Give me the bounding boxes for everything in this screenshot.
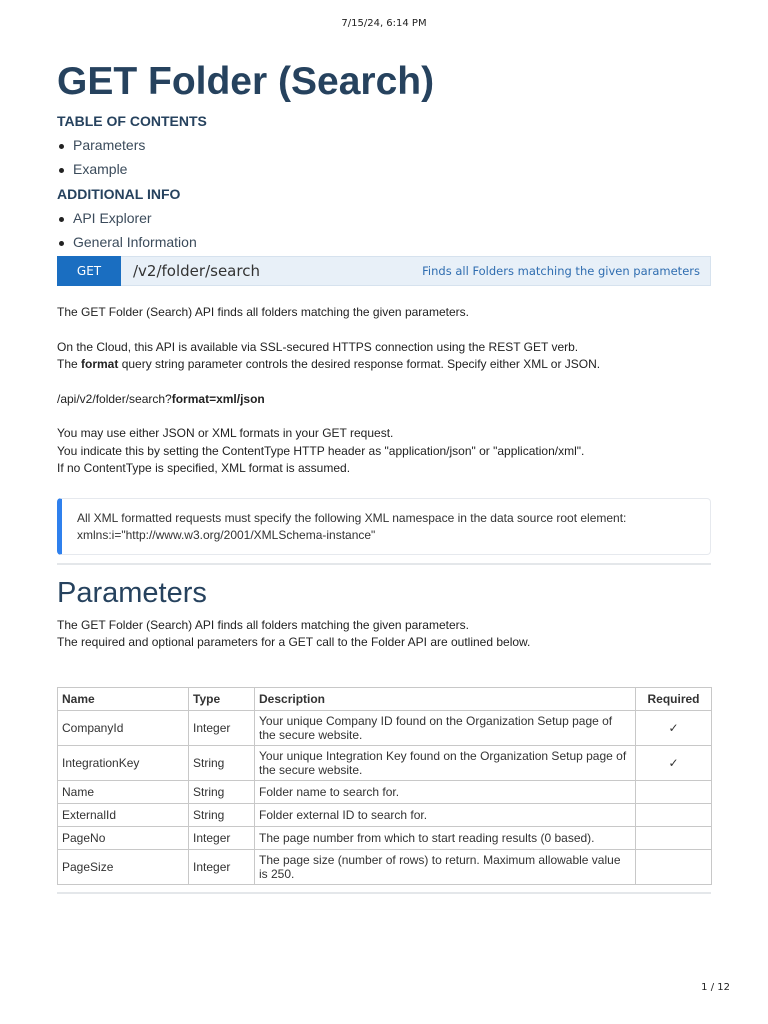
param-name: PageNo (58, 826, 189, 849)
param-required (636, 826, 712, 849)
callout-line-2: xmlns:i="http://www.w3.org/2001/XMLSchema-instance" (77, 527, 376, 542)
additional-info-heading: ADDITIONAL INFO (57, 186, 181, 202)
page-number: 1 / 12 (701, 982, 730, 993)
param-required (636, 849, 712, 884)
example-url (57, 391, 711, 409)
document-content (57, 56, 711, 894)
link-general-information[interactable]: General Information (73, 231, 711, 255)
param-description: The page size (number of rows) to return. Maximum allowable value is 250. (255, 849, 636, 884)
cloud-line: On the Cloud, this API is available via SSL-secured HTTPS connection using the REST GET verb. (57, 339, 579, 354)
parameters-intro (57, 617, 711, 652)
page-title: GET Folder (Search) (57, 60, 435, 103)
endpoint-bar (57, 256, 711, 286)
link-api-explorer[interactable]: API Explorer (73, 207, 711, 231)
table-header-row (58, 687, 712, 710)
toc-link-example[interactable]: Example (73, 158, 711, 182)
param-type: String (189, 780, 255, 803)
parameters-intro-line-1: The GET Folder (Search) API finds all folders matching the given parameters. (57, 617, 469, 632)
column-header-required: Required (636, 687, 712, 710)
param-name: ExternalId (58, 803, 189, 826)
toc-heading: TABLE OF CONTENTS (57, 113, 207, 129)
param-description: Your unique Integration Key found on the Organization Setup page of the secure website. (255, 745, 636, 780)
additional-info-list (57, 207, 711, 254)
param-type: String (189, 803, 255, 826)
param-required (636, 780, 712, 803)
checkmark-icon: ✓ (668, 755, 679, 770)
http-method-badge: GET (57, 256, 121, 286)
param-required (636, 803, 712, 826)
example-url-query: format=xml/json (171, 391, 265, 406)
content-type-line-3: If no ContentType is specified, XML format is assumed. (57, 461, 351, 475)
parameters-table (57, 687, 712, 885)
checkmark-icon: ✓ (668, 720, 679, 735)
callout-line-1: All XML formatted requests must specify the following XML namespace in the data source root element: (77, 510, 627, 525)
param-name: CompanyId (58, 710, 189, 745)
param-name: PageSize (58, 849, 189, 884)
parameters-intro-line-2: The required and optional parameters for a GET call to the Folder API are outlined below. (57, 635, 531, 649)
content-type-line-1: You may use either JSON or XML formats in your GET request. (57, 426, 394, 440)
param-name: IntegrationKey (58, 745, 189, 780)
param-required (636, 745, 712, 780)
param-description: Folder external ID to search for. (255, 803, 636, 826)
param-description: Your unique Company ID found on the Organization Setup page of the secure website. (255, 710, 636, 745)
param-required (636, 710, 712, 745)
param-type: String (189, 745, 255, 780)
param-type: Integer (189, 710, 255, 745)
section-divider (57, 892, 711, 894)
toc-link-parameters[interactable]: Parameters (73, 134, 711, 158)
table-row (58, 849, 712, 884)
parameters-heading: Parameters (57, 576, 207, 609)
param-name: Name (58, 780, 189, 803)
param-description: Folder name to search for. (255, 780, 636, 803)
content-type-line-2: You indicate this by setting the ContentType HTTP header as "application/json" or "application/xml". (57, 443, 585, 458)
column-header-type: Type (189, 687, 255, 710)
table-row (58, 803, 712, 826)
toc-list (57, 134, 711, 181)
column-header-description: Description (255, 687, 636, 710)
example-url-path: /api/v2/folder/search? (57, 391, 172, 406)
table-row (58, 745, 712, 780)
content-type-paragraph (57, 425, 711, 478)
intro-paragraph: The GET Folder (Search) API finds all folders matching the given parameters. (57, 305, 469, 319)
cloud-paragraph (57, 339, 711, 374)
format-keyword: format (81, 357, 119, 371)
endpoint-description: Finds all Folders matching the given parameters (422, 264, 700, 278)
column-header-name: Name (58, 687, 189, 710)
table-row (58, 710, 712, 745)
param-type: Integer (189, 826, 255, 849)
xml-namespace-callout (57, 498, 711, 555)
format-suffix: query string parameter controls the desired response format. Specify either XML or JSON. (118, 357, 601, 371)
table-row (58, 780, 712, 803)
param-description: The page number from which to start reading results (0 based). (255, 826, 636, 849)
table-row (58, 826, 712, 849)
section-divider (57, 563, 711, 565)
format-prefix: The (57, 357, 82, 371)
print-header-date: 7/15/24, 6:14 PM (341, 18, 427, 29)
endpoint-path: /v2/folder/search (133, 262, 260, 280)
param-type: Integer (189, 849, 255, 884)
